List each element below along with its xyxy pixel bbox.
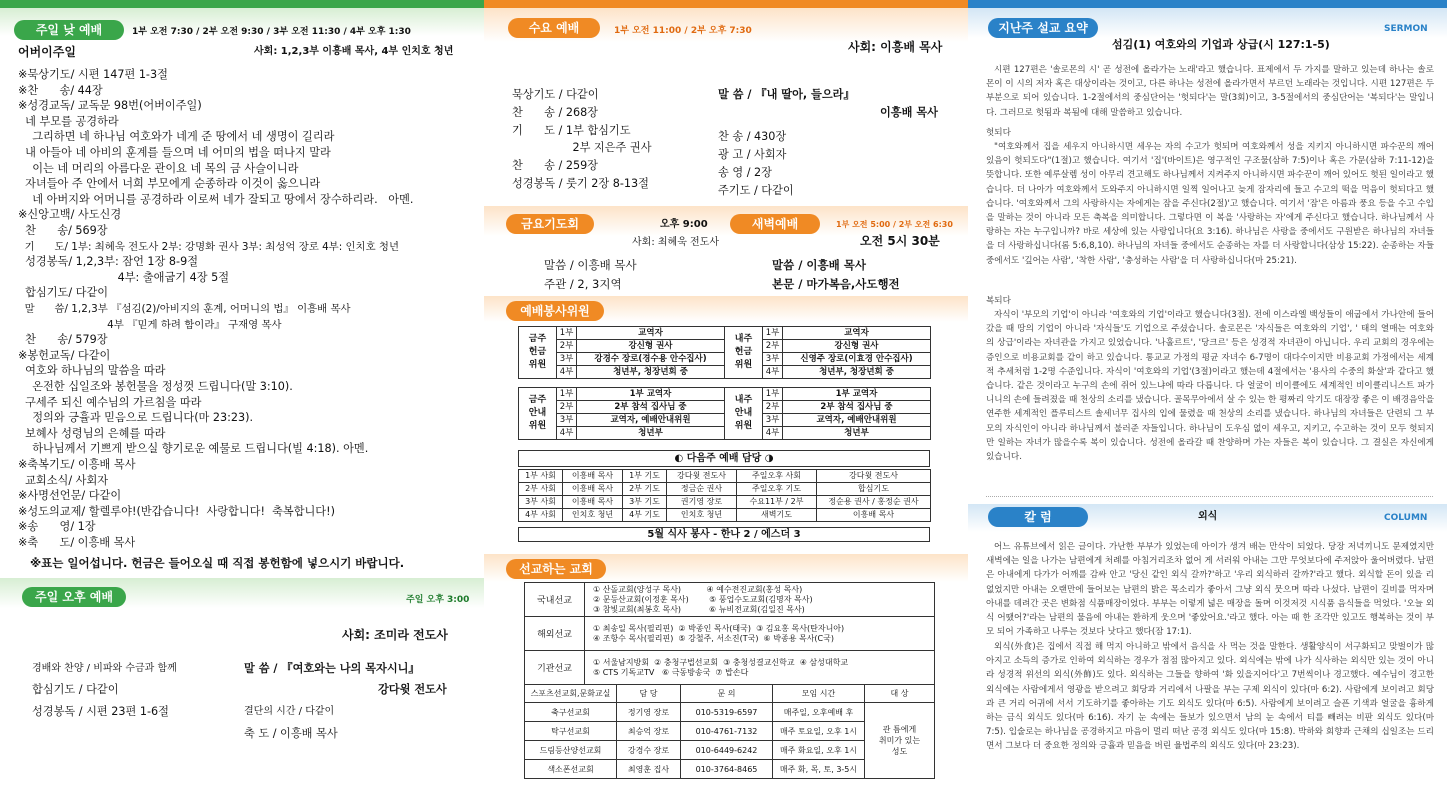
divider	[986, 496, 1433, 497]
next-week-cell: 정금순 권사	[667, 483, 737, 496]
clubs-cell: 010-3764-8465	[681, 760, 773, 779]
next-week-cell: 이흥배 목사	[563, 470, 623, 483]
dawn-title: 새벽예배	[730, 214, 820, 234]
assignee-cell: 교역자, 예배안내위원	[577, 414, 725, 427]
assignee-cell: 1부 교역자	[577, 388, 725, 401]
part-cell: 1부	[557, 327, 577, 340]
mission-wrap	[524, 582, 935, 685]
part-cell: 1부	[557, 388, 577, 401]
clubs-cell: 축구선교회	[525, 703, 617, 722]
assignee-cell: 강신형 권사	[577, 340, 725, 353]
clubs-cell: 010-4761-7132	[681, 722, 773, 741]
fri-title: 금요기도회	[506, 214, 594, 234]
afternoon-line: 축 도 / 이흥배 목사	[244, 727, 338, 740]
sermon-paragraph: 자식이 '부모의 기업'이 아니라 '여호와의 기업'이라고 했습니다(3절). 전에 이스라엘 백성들이 애굽에서 가나안에 들어갔을 때 땅의 기업이 아니라 '자식들'도 기업으로 주셨습니다. 솔로몬은 '자식들은 여호와의 기업', ' 태의 열매는 여호와의 상급'이라는 자녀관을 가지고 있었습니다. '나훌르트', '당크르' 등은 성경적 자녀관이 아닙니다. 우리 교회의 경우에는 증인으로 비용교회를 같이 하고 있습니다. 통교교 가정의 평균 자녀수 6-7명이 대다수이지만 비용교회 가정에서는 세계적 추세처럼 1-2명 수준입니다. 자식이 '여호와의 기업'(3절)이라고 했는데 4절에서는 '용사의 수중의 화살'과 같다고 했습니다. 같은 것이라고 누구의 손에 쥐어 있느냐에 따라 다릅니다. 다 얼굴이 비이클에도 세계적인 비이클리니스트 파가니니의 손에 들려졌을 때 천상의 소리를 냈습니다. 골목무아에서 살 수 있는 한 평짜리 악기도 대장장 좋은 이 배경음악을 연주한 세계적인 플루티스트 솔세너무 집사의 입에 물렸을 때 천상의 소리를 냈습니다. 하나님의 자녀들은 단련되 그 부모의 자식인이 아니라 하나님께서 불러준 자들입니다. 하나님이 도우심 없이 세우고, 지키고, 수고하는 것이 모두 헛되지만 일하는 자녀가 많을수록 복이 있습니다. 성전에 올라갈 때 찬양하며 가는 자들은 복이 있습니다. 그 결실은 자신에게 있습니다.	[986, 310, 1434, 463]
service-line: ※사명선언문/ 다같이	[18, 489, 122, 503]
fri-time: 오후 9:00	[660, 219, 708, 230]
sermon-label: SERMON	[1384, 24, 1428, 34]
assignee-cell: 청년부, 청장년회 중	[783, 366, 931, 379]
clubs-header: 대 상	[865, 685, 935, 703]
clubs-cell: 매주 화, 목, 토, 3-5시	[773, 760, 865, 779]
next-week-wrap	[518, 469, 931, 522]
service-line: 정의와 긍휼과 믿음으로 드립니다(마 23:23).	[18, 411, 254, 425]
service-line: 그리하면 네 하나님 여호와가 네게 준 땅에서 네 생명이 길리라	[18, 130, 335, 144]
guide-table-wrap	[518, 387, 931, 440]
clubs-cell: 매주 화요일, 오후 1시	[773, 741, 865, 760]
clubs-cell: 색소폰선교회	[525, 760, 617, 779]
service-line: 보혜사 성령님의 은혜를 따라	[18, 426, 166, 440]
mission-category: 기관선교	[525, 651, 585, 685]
service-line: 4부 『믿게 하려 함이라』 구재영 목사	[18, 318, 282, 331]
wed-line: 송 영 / 2장	[718, 166, 772, 179]
service-line: 합심기도/ 다같이	[18, 286, 109, 300]
next-week-cell: 4부 사회	[519, 509, 563, 522]
sunday-column	[0, 0, 484, 786]
column-paragraph: 외식(外食)은 집에서 직접 해 먹지 아니하고 밖에서 음식을 사 먹는 것을 말한다. 생활양식이 서구화되고 맞벌이가 많아지고 소득의 증가로 인하여 외식하는 경우가 점점 많아지고 있다. 외식에는 밖에 나가 식사하는 외식만 있는 것이 아니라 성경적 위선의 외식(外飾)도 있다. 외식하는 그들을 향하여 '화 있을지어다'고 7번씩이나 경고했다. 예수님이 경고한 외식에는 사람에게서 영광을 받으려고 회당과 거리에서 나팔을 부는 구제 외식이 있다(마 6:2). 사람에게 보이려고 회당과 큰 거리 어귀에 서서 기도하기를 좋아하는 기도 외식도 있다(마 6:5). 사람에게 보이려고 슬픈 기색과 얼굴을 흉하게 하는 금식 외식도 있다(마 6:16). 자기 눈 속에는 들보가 있으면서 남의 눈 속에서 티를 빼려는 비판 외식도 있다(마 7:5). 입술로는 하나님을 공경하지고 마음이 멀리 떠난 공경 외식도 있다(마 15:8). 박하와 회향과 근채의 십일조는 드리면서 그보다 더 중요한 정의와 긍휼과 믿음을 버린 율법주의 외식도 있다(마 23:23).	[986, 642, 1434, 752]
part-cell: 3부	[557, 414, 577, 427]
assignee-cell: 1부 교역자	[783, 388, 931, 401]
column-subject: 외식	[1198, 511, 1218, 522]
servants-title: 예배봉사위원	[506, 301, 604, 321]
next-week-cell: 합심기도	[817, 483, 931, 496]
clubs-wrap	[524, 684, 935, 779]
afternoon-leader: 사회: 조미라 전도사	[342, 628, 448, 642]
assignee-cell: 2부 참석 집사님 중	[783, 401, 931, 414]
committee-label: 금주 헌금 위원	[519, 327, 557, 379]
afternoon-sermon: 말 씀 / 『여호와는 나의 목자시니』	[244, 662, 420, 675]
column-label: COLUMN	[1384, 513, 1428, 523]
mission-table	[524, 582, 935, 685]
next-week-cell: 1부 사회	[519, 470, 563, 483]
clubs-cell: 010-5319-6597	[681, 703, 773, 722]
clubs-header: 문 의	[681, 685, 773, 703]
next-week-cell: 2부 사회	[519, 483, 563, 496]
service-line: ※묵상기도/ 시편 147편 1-3절	[18, 68, 168, 81]
weekday-column	[484, 0, 968, 786]
service-line: 기 도/ 1부: 최혜욱 전도사 2부: 강명화 권사 3부: 최성억 장로 4부: 인치호 청년	[18, 240, 400, 253]
part-cell: 2부	[557, 401, 577, 414]
dawn-line: 말씀 / 이흥배 목사	[772, 258, 866, 272]
wed-leader: 사회: 이흥배 목사	[848, 40, 943, 54]
part-cell: 4부	[763, 366, 783, 379]
sermon-title: 지난주 설교 요약	[988, 18, 1098, 38]
clubs-header: 스포츠선교회,문화교실	[525, 685, 617, 703]
service-line: 자녀들아 주 안에서 너희 부모에게 순종하라 이것이 옳으니라	[18, 177, 321, 191]
mission-entry: ② 문등산교회(이정훈 목사) ⑤ 풍업수도교회(김명자 목사)	[593, 594, 813, 604]
part-cell: 3부	[763, 414, 783, 427]
sermon-heading: 복되다	[986, 296, 1011, 306]
mission-entry: ① 산돌교회(양성구 목사) ④ 예수전진교회(홍성 목사)	[593, 584, 803, 594]
service-line: 성경봉독/ 1,2,3부: 잠언 1장 8-9절	[18, 255, 198, 269]
sermon-paragraph: "여호와께서 집을 세우지 아니하시면 세우는 자의 수고가 헛되며 여호와께서 성을 지키지 아니하시면 파수꾼의 깨어 있음이 헛되도다"(1절)고 했습니다. 여기서 '집'(바이트)은 영구적인 구조물(삼하 7:5)이나 혹은 가문(삼하 7:11-12)을 뜻합니다. 또한 예루살렘 성이 아무리 견고해도 하나님께서 지켜주지 아니하시면 파수꾼이 깨어 있어도 헛된 일이라고 했습니다. 더 나아가 여호와께서 도와주지 아니하시면 일찍 일어나고 늦게 잠자리에 들고 수고의 떡을 먹음이 헛되다고 했습니다. '여호와께서 그의 사랑하시는 자에게는 잠을 주신다(2절)'고 했습니다. 여기서 '잠'은 아름과 풍요 등을 수고 수입을 말하는 것이 아니라 모든 축복을 의미합니다. 그렇다면 이 복을 '사랑하는 자'에게 주신다고 했습니다. 하나님께서 사랑하는 자는 누구입니까? 바로 세상에 있는 사랑입니다(요 3:16). 하나님은 사랑을 중에서도 구원받은 하나님의 자녀들을 더 사랑하십니다(롬 5:6,8,10). 하나님의 자녀들 중에서도 순종하는 자를 더 사랑합니다(삼상 15:22). 순종하는 자들 중에서도 '깊어는 사람', '착한 사람', '충성하는 사람'을 더 사랑하십니다(마 25:21).	[986, 142, 1434, 266]
mission-list	[585, 617, 935, 651]
service-line: 말 씀/ 1,2,3부 『섬김(2)/아비지의 훈계, 어머니의 법』 이흥배 목사	[18, 303, 351, 315]
clubs-cell: 최승억 장로	[617, 722, 681, 741]
lunch-service: 5월 식사 봉사 - 한나 2 / 에스더 3	[518, 527, 930, 542]
service-line: 찬 송/ 569장	[18, 224, 108, 237]
part-cell: 2부	[763, 401, 783, 414]
wed-line: 광 고 / 사회자	[718, 148, 787, 161]
part-cell: 3부	[557, 353, 577, 366]
sermon-heading: 헛되다	[986, 128, 1011, 138]
clubs-cell: 드림등산양선교회	[525, 741, 617, 760]
mission-title: 선교하는 교회	[506, 559, 606, 579]
clubs-target: 관 틈에게 취미가 있는 성도	[865, 703, 935, 779]
next-week-cell: 1부 기도	[623, 470, 667, 483]
service-line: ※찬 송/ 44장	[18, 83, 103, 97]
service-line: ※축복기도/ 이흥배 목사	[18, 458, 136, 471]
mission-entry: ① 최송일 목사(필리핀) ② 박종인 목사(태국) ③ 김요홍 목사(탄자니아)	[593, 623, 845, 633]
fri-leader: 사회: 최혜욱 전도사	[632, 237, 720, 248]
assignee-cell: 청년부, 청장년회 중	[577, 366, 725, 379]
column-title: 칼 럼	[988, 507, 1088, 527]
notice: ※표는 일어섭니다. 헌금은 들어오실 때 직접 봉헌함에 넣으시기 바랍니다.	[30, 556, 405, 570]
service-times: 1부 오전 7:30 / 2부 오전 9:30 / 3부 오전 11:30 / 4부 오후 1:30	[132, 27, 411, 37]
wed-line: 말 씀 / 『내 딸아, 들으라』	[718, 88, 855, 101]
next-week-cell: 3부 사회	[519, 496, 563, 509]
assignee-cell: 청년부	[577, 427, 725, 440]
clubs-cell: 매주일, 오후예배 후	[773, 703, 865, 722]
sermon-paragraph: 시편 127편은 '솔로몬의 시' 곧 성전에 올라가는 노래'라고 했습니다. 표제에서 두 가지를 말하고 있는데 하나는 솔로몬이 이 시의 저자 혹은 대상이라는 것이고, 다른 하나는 성전에 올라가면서 부르던 노래라는 것입니다. 시편 127편은 두 부분으로 되어 있습니다. 1-2절에서의 중심단어는 '헛되다'는 말(3회)이고, 3-5절에서의 중심단어는 '복되다'는 말입니다. 그러므로 헛됨과 복됨에 대해 말씀하고 있습니다.	[986, 65, 1434, 118]
wed-line: 묵상기도 / 다같이	[512, 88, 599, 101]
next-week-cell: 정순용 권사 / 홍정순 권사	[817, 496, 931, 509]
committee-label: 금주 안내 위원	[519, 388, 557, 440]
next-week-table	[518, 469, 931, 522]
day-title: 어버이주일	[18, 45, 76, 59]
afternoon-preacher: 강다윗 전도사	[378, 683, 447, 696]
assignee-cell: 교역자	[783, 327, 931, 340]
wed-line: 성경봉독 / 룻기 2장 8-13절	[512, 177, 649, 190]
wed-line: 찬 송 / 259장	[512, 159, 598, 173]
service-line: 구세주 되신 예수님의 가르침을 따라	[18, 395, 202, 409]
part-cell: 4부	[557, 427, 577, 440]
service-line: 4부: 출애굽기 4장 5절	[18, 270, 230, 284]
clubs-cell: 매주 토요일, 오후 1시	[773, 722, 865, 741]
dawn-line: 본문 / 마가복음,사도행전	[772, 277, 900, 291]
next-week-cell: 새벽기도	[737, 509, 817, 522]
wed-line: 2부 지은주 권사	[512, 141, 652, 155]
fri-line: 주관 / 2, 3지역	[544, 277, 622, 291]
assignee-cell: 청년부	[783, 427, 931, 440]
sermon-column	[968, 0, 1447, 786]
service-line: 온전한 십일조와 봉헌물을 정성껏 드립니다(말 3:10).	[18, 380, 293, 393]
fri-line: 말씀 / 이흥배 목사	[544, 258, 637, 272]
committee-label: 내주 안내 위원	[725, 388, 763, 440]
mission-category: 국내선교	[525, 583, 585, 617]
next-week-cell: 강다윗 전도사	[667, 470, 737, 483]
clubs-header: 모임 시간	[773, 685, 865, 703]
clubs-cell: 정기영 장로	[617, 703, 681, 722]
next-week-cell: 수요11부 / 2부	[737, 496, 817, 509]
service-line: ※봉헌교독/ 다같이	[18, 348, 111, 362]
afternoon-line: 결단의 시간 / 다같이	[244, 706, 335, 717]
next-week-cell: 이흥배 목사	[817, 509, 931, 522]
wed-line: 이흥배 목사	[880, 106, 938, 119]
service-line: ※성경교독/ 교독문 98번(어버이주일)	[18, 99, 202, 113]
part-cell: 4부	[557, 366, 577, 379]
part-cell: 1부	[763, 327, 783, 340]
next-week-cell: 4부 기도	[623, 509, 667, 522]
part-cell: 1부	[763, 388, 783, 401]
mission-category: 해외선교	[525, 617, 585, 651]
afternoon-line: 성경봉독 / 시편 23편 1-6절	[32, 705, 169, 718]
column-paragraph: 어느 유튜브에서 읽은 글이다. 가난한 부부가 있었는데 아이가 생겨 배는 만삭이 되었다. 당장 저녁끼니도 문제였지만 새벽에는 일을 나가는 남편에게 처례를 아침거리조차 없어 게 서러워 아내는 그만 무엇보다에 주저앉아 울어버렸다. 남편은 아내에게 다가가 어깨를 감싸 안고 '당신 같인 외식 갈까?'하고 '우리 외식하러 갈까?'라고 했다. 외식할 돈이 있을 리 없었지만 아내는 오랜만에 들어보는 남편의 밝은 목소리가 좋아서 그냥 외식 뭇으며 따라 나섰다. 남편이 길비를 먹자며 아내를 데려간 곳은 변화점 식품매장이었다. 부부는 이렇게 넓은 매장을 돌며 이것저것 시식품 음식들을 먹었다. '오늘 외식 어땠어?'라는 남편의 물음에 아내는 환하게 웃으며 '좋았어요.'라고 했다. 아는 때 한 조각만 있고도 행복하는 것이 부모 되어 가족하고 나루는 것보다 낫다고 했다(잠 17:1).	[986, 542, 1434, 638]
service-line: 교회소식/ 사회자	[18, 473, 109, 487]
guide-table	[518, 387, 931, 440]
next-week-cell: 주일오후 사회	[737, 470, 817, 483]
service-line: 여호와 하나님의 말씀을 따라	[18, 364, 166, 378]
service-line: 내 아들아 네 아비의 훈계를 들으며 네 어미의 법을 떠나지 말라	[18, 146, 331, 159]
dawn-times: 1부 오전 5:00 / 2부 오전 6:30	[836, 220, 953, 229]
mission-entry: ⑤ CTS 기독교TV ⑥ 극동방송국 ⑦ 밥손다	[593, 667, 749, 677]
next-week-title: ◐ 다음주 예배 담당 ◑	[518, 450, 930, 467]
next-week-cell: 2부 기도	[623, 483, 667, 496]
offering-table	[518, 326, 931, 379]
assignee-cell: 2부 참석 집사님 중	[577, 401, 725, 414]
wed-line: 찬 송 / 430장	[718, 130, 787, 143]
next-week-cell: 강다윗 전도사	[817, 470, 931, 483]
clubs-cell: 010-6449-6242	[681, 741, 773, 760]
next-week-cell: 이흥배 목사	[563, 483, 623, 496]
mission-entry: ③ 참빛교회(최봉호 목사) ⑥ 뉴비전교회(김일진 목사)	[593, 604, 805, 614]
part-cell: 4부	[763, 427, 783, 440]
service-line: ※축 도/ 이흥배 목사	[18, 536, 136, 549]
afternoon-time: 주일 오후 3:00	[406, 595, 470, 605]
afternoon-line: 경배와 찬양 / 비파와 수금과 함께	[32, 663, 177, 674]
mission-list	[585, 651, 935, 685]
dawn-time: 오전 5시 30분	[860, 234, 940, 248]
committee-label: 내주 헌금 위원	[725, 327, 763, 379]
service-line: ※신앙고백/ 사도신경	[18, 208, 122, 222]
clubs-cell: 최영훈 집사	[617, 760, 681, 779]
assignee-cell: 교역자, 예배안내위원	[783, 414, 931, 427]
service-line: ※성도의교제/ 할렐루야!(반갑습니다! 사랑합니다! 축복합니다!)	[18, 504, 335, 518]
assignee-cell: 교역자	[577, 327, 725, 340]
service-line: ※송 영/ 1장	[18, 520, 96, 534]
part-cell: 2부	[763, 340, 783, 353]
next-week-cell: 권기영 장로	[667, 496, 737, 509]
clubs-cell: 탁구선교회	[525, 722, 617, 741]
mission-list	[585, 583, 935, 617]
service-line: 네 아버지와 어머니를 공경하라 이로써 네가 잘되고 땅에서 장수하리라. 아멘.	[18, 192, 414, 206]
mission-entry: ④ 조항수 목사(필리핀) ⑤ 강철주, 서소진(T국) ⑥ 박종용 목사(C국)	[593, 633, 834, 643]
next-week-cell: 주일오후 기도	[737, 483, 817, 496]
assignee-cell: 강신형 권사	[783, 340, 931, 353]
service-line: 찬 송/ 579장	[18, 333, 108, 347]
leader: 사회: 1,2,3부 이흥배 목사, 4부 인치호 청년	[254, 46, 454, 57]
clubs-cell: 강경수 장로	[617, 741, 681, 760]
clubs-header: 담 당	[617, 685, 681, 703]
afternoon-line: 합심기도 / 다같이	[32, 683, 119, 696]
part-cell: 2부	[557, 340, 577, 353]
service-line: 하나님께서 기쁘게 받으실 향기로운 예물로 드립니다(빌 4:18). 아멘.	[18, 442, 369, 456]
next-week-cell: 인치호 청년	[563, 509, 623, 522]
mission-entry: ① 서울남지방회 ② 충청구법선교회 ③ 충청성결교신학교 ④ 삼성대학교	[593, 657, 849, 667]
clubs-table	[524, 684, 935, 779]
section-title: 주일 낮 예배	[14, 20, 124, 40]
assignee-cell: 신영주 장로(이효경 안수집사)	[783, 353, 931, 366]
next-week-cell: 3부 기도	[623, 496, 667, 509]
assignee-cell: 강경수 장로(경수용 안수집사)	[577, 353, 725, 366]
service-line: 네 부모를 공경하라	[18, 114, 119, 128]
wed-line: 찬 송 / 268장	[512, 105, 598, 119]
next-week-cell: 인치호 청년	[667, 509, 737, 522]
part-cell: 3부	[763, 353, 783, 366]
wed-times: 1부 오전 11:00 / 2부 오후 7:30	[614, 26, 752, 36]
wed-line: 기 도 / 1부 합심기도	[512, 123, 631, 137]
wed-title: 수요 예배	[508, 18, 600, 38]
sermon-subject: 섬김(1) 여호와의 기업과 상급(시 127:1-5)	[1112, 38, 1330, 51]
next-week-cell: 이흥배 목사	[563, 496, 623, 509]
offering-table-wrap	[518, 326, 931, 379]
service-line: 이는 네 머리의 아름다운 관이요 네 목의 금 사슬이니라	[18, 161, 299, 175]
afternoon-title: 주일 오후 예배	[22, 587, 126, 607]
wed-line: 주기도 / 다같이	[718, 184, 794, 197]
